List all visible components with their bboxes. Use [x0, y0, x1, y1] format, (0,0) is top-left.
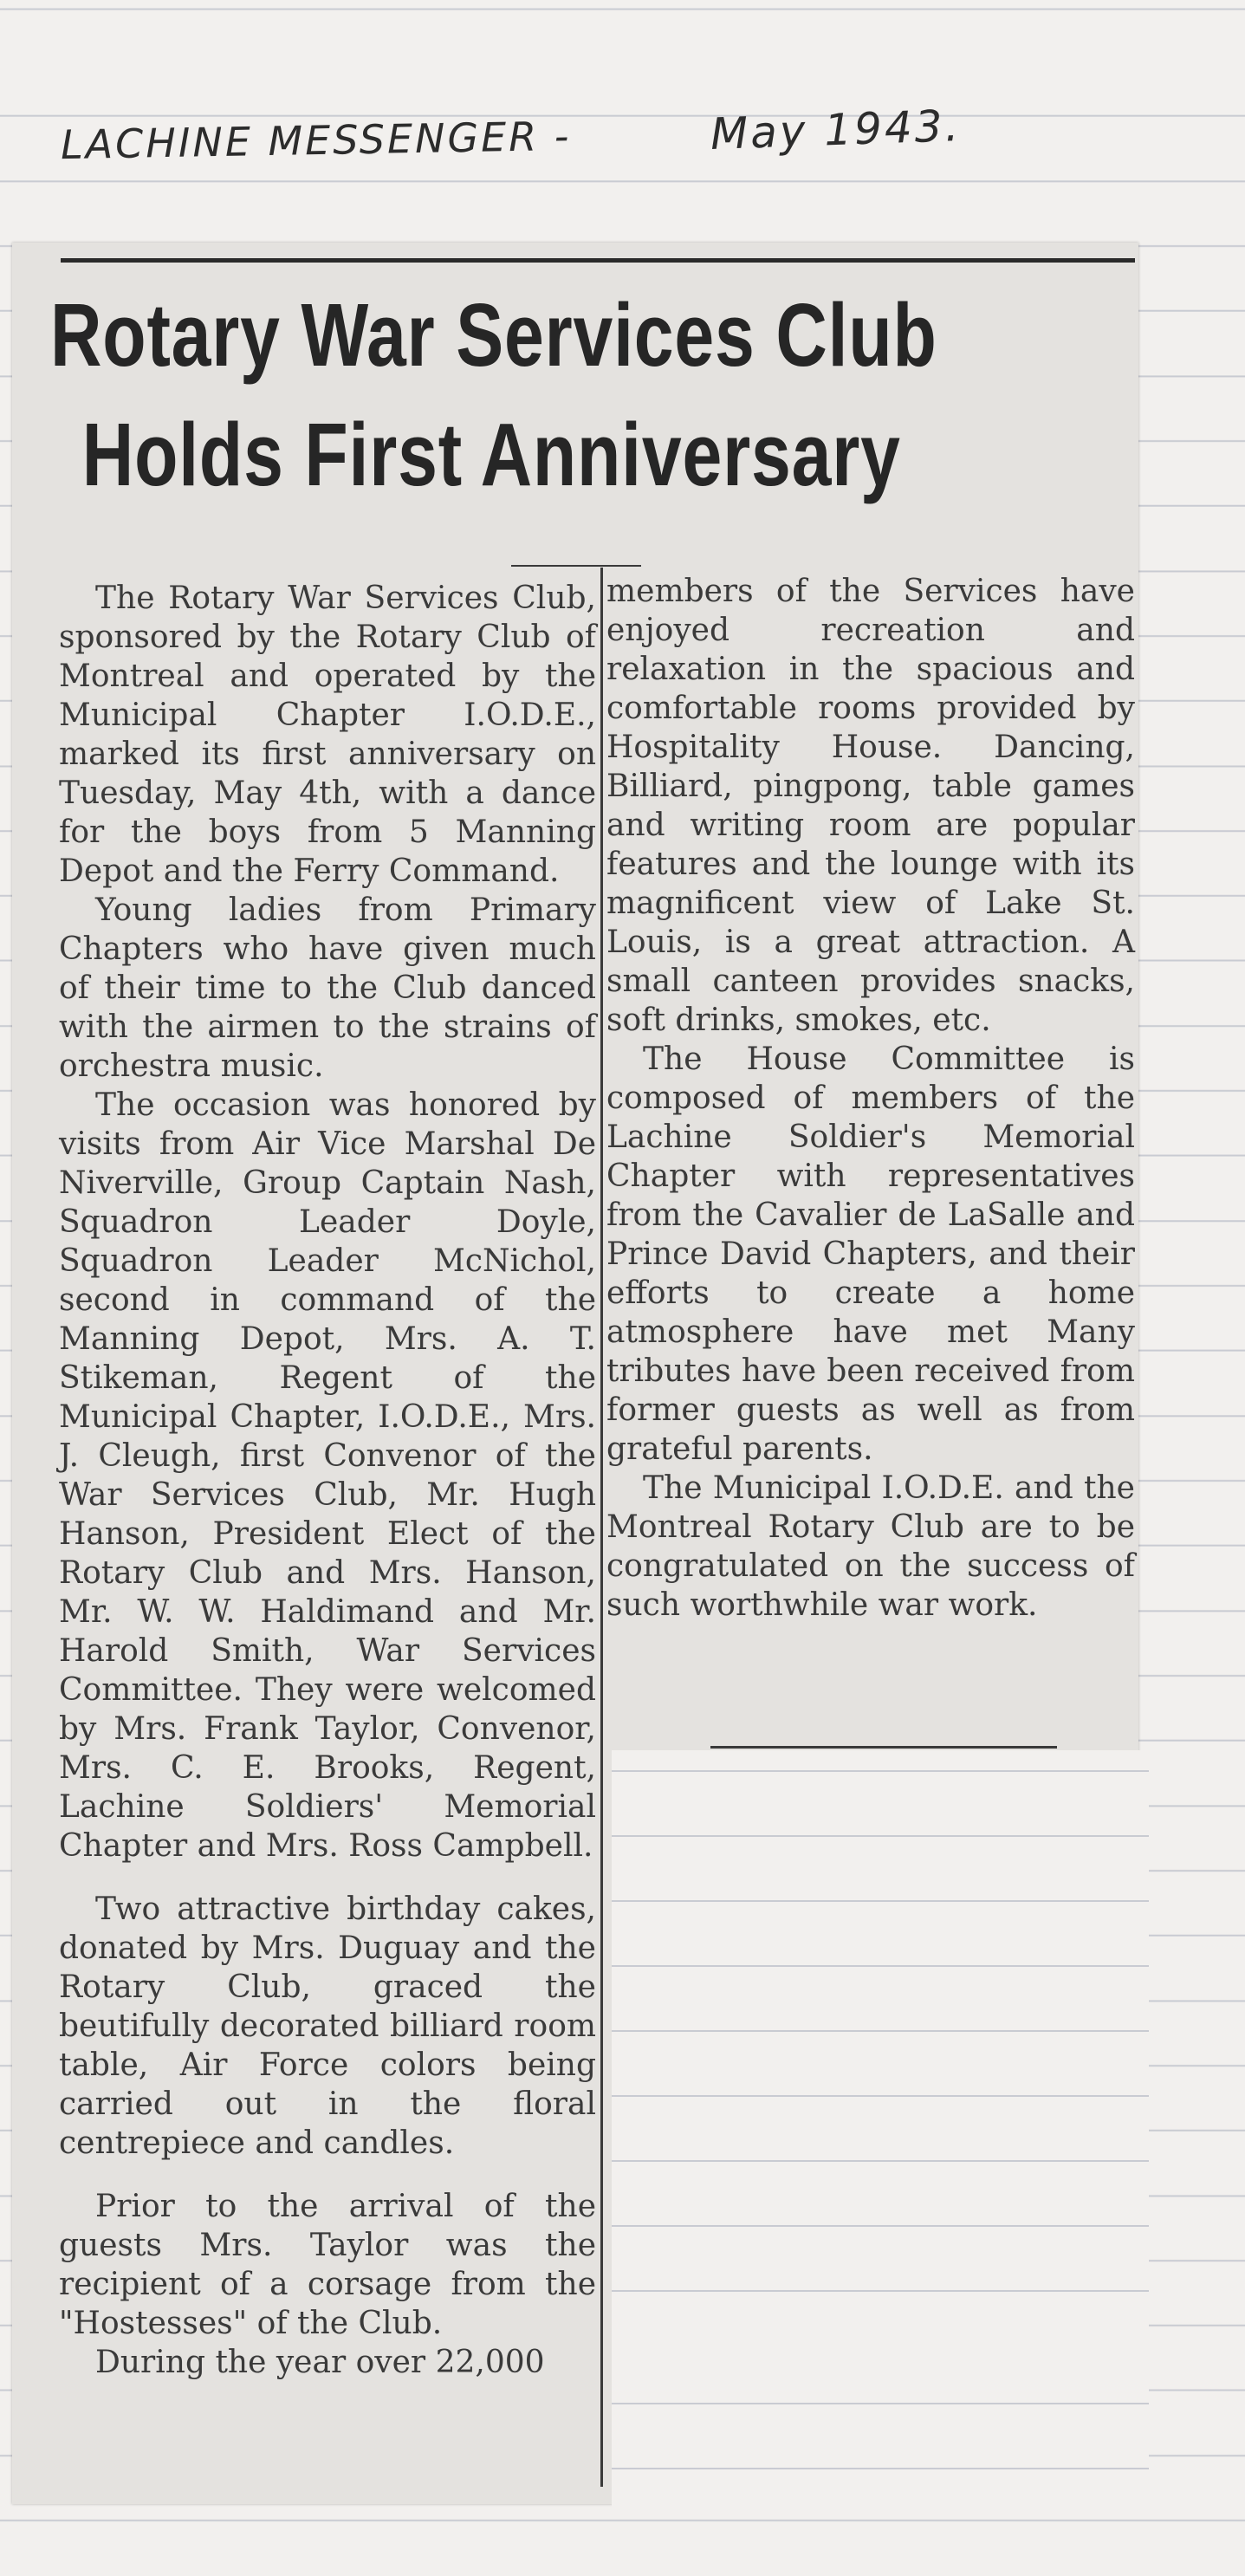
paragraph: Two attractive birthday cakes, donated by Mrs. Duguay and the Rotary Club, graced the beutifully decorated billiard room table, Air Force colors being carried out in the floral centrepiece and candles. [59, 1891, 596, 2161]
note-source: LACHINE MESSENGER - [60, 112, 572, 169]
paragraph: The Rotary War Services Club, sponsored by the Rotary Club of Montreal and operated by the Municipal Chapter I.O.D.E., marked its first anniversary on Tuesday, May 4th, with a dance for the boys from 5 Manning Depot and the Ferry Command. [59, 581, 596, 889]
headline-line-2: Holds First Anniversary [81, 405, 901, 504]
column-divider [600, 568, 603, 2487]
article-column-1 [59, 579, 596, 2382]
paragraph: The occasion was honored by visits from Air Vice Marshal De Niverville, Group Captain Nash, Squadron Leader Doyle, Squadron Leader McNichol, second in command of the Manning Depot, Mrs. A. T. Stikeman, Regent of the Municipal Chapter, I.O.D.E., Mrs. J. Cleugh, first Convenor of the War Services Club, Mr. Hugh Hanson, President Elect of the Rotary Club and Mrs. Hanson, Mr. W. W. Haldimand and Mr. Harold Smith, War Services Committee. They were welcomed by Mrs. Frank Taylor, Convenor, Mrs. C. E. Brooks, Regent, Lachine Soldiers' Memorial Chapter and Mrs. Ross Campbell. [59, 1087, 596, 1864]
article-column-2 [606, 572, 1135, 1625]
note-date: May 1943. [710, 100, 963, 160]
clipping-cutout [612, 1750, 1149, 2513]
paragraph: The Municipal I.O.D.E. and the Montreal Rotary Club are to be congratulated on the success of such worthwhile war work. [606, 1470, 1135, 1623]
headline [50, 276, 937, 515]
top-rule [61, 258, 1135, 263]
paragraph: The House Committee is composed of members of the Lachine Soldier's Memorial Chapter with representatives from the Cavalier de LaSalle and Prince David Chapters, and their efforts to create a home atmosphere have met Many tributes have been received from former guests as well as from grateful parents. [606, 1041, 1135, 1467]
handwritten-note [60, 100, 963, 169]
column-top-rule [511, 565, 641, 567]
paragraph: members of the Services have enjoyed recreation and relaxation in the spacious and comfortable rooms provided by Hospitality House. Dancing, Billiard, pingpong, table games and writing room are popular features and the lounge with its magnificent view of Lake St. Louis, is a great attraction. A small canteen provides snacks, soft drinks, smokes, etc. [606, 574, 1135, 1038]
paragraph: During the year over 22,000 [95, 2345, 545, 2380]
headline-line-1: Rotary War Services Club [50, 285, 937, 385]
paragraph: Young ladies from Primary Chapters who have given much of their time to the Club danced with the airmen to the strains of orchestra music. [59, 892, 596, 1084]
end-rule [710, 1746, 1057, 1749]
paragraph: Prior to the arrival of the guests Mrs. Taylor was the recipient of a corsage from the "Hostesses" of the Club. [59, 2189, 596, 2341]
